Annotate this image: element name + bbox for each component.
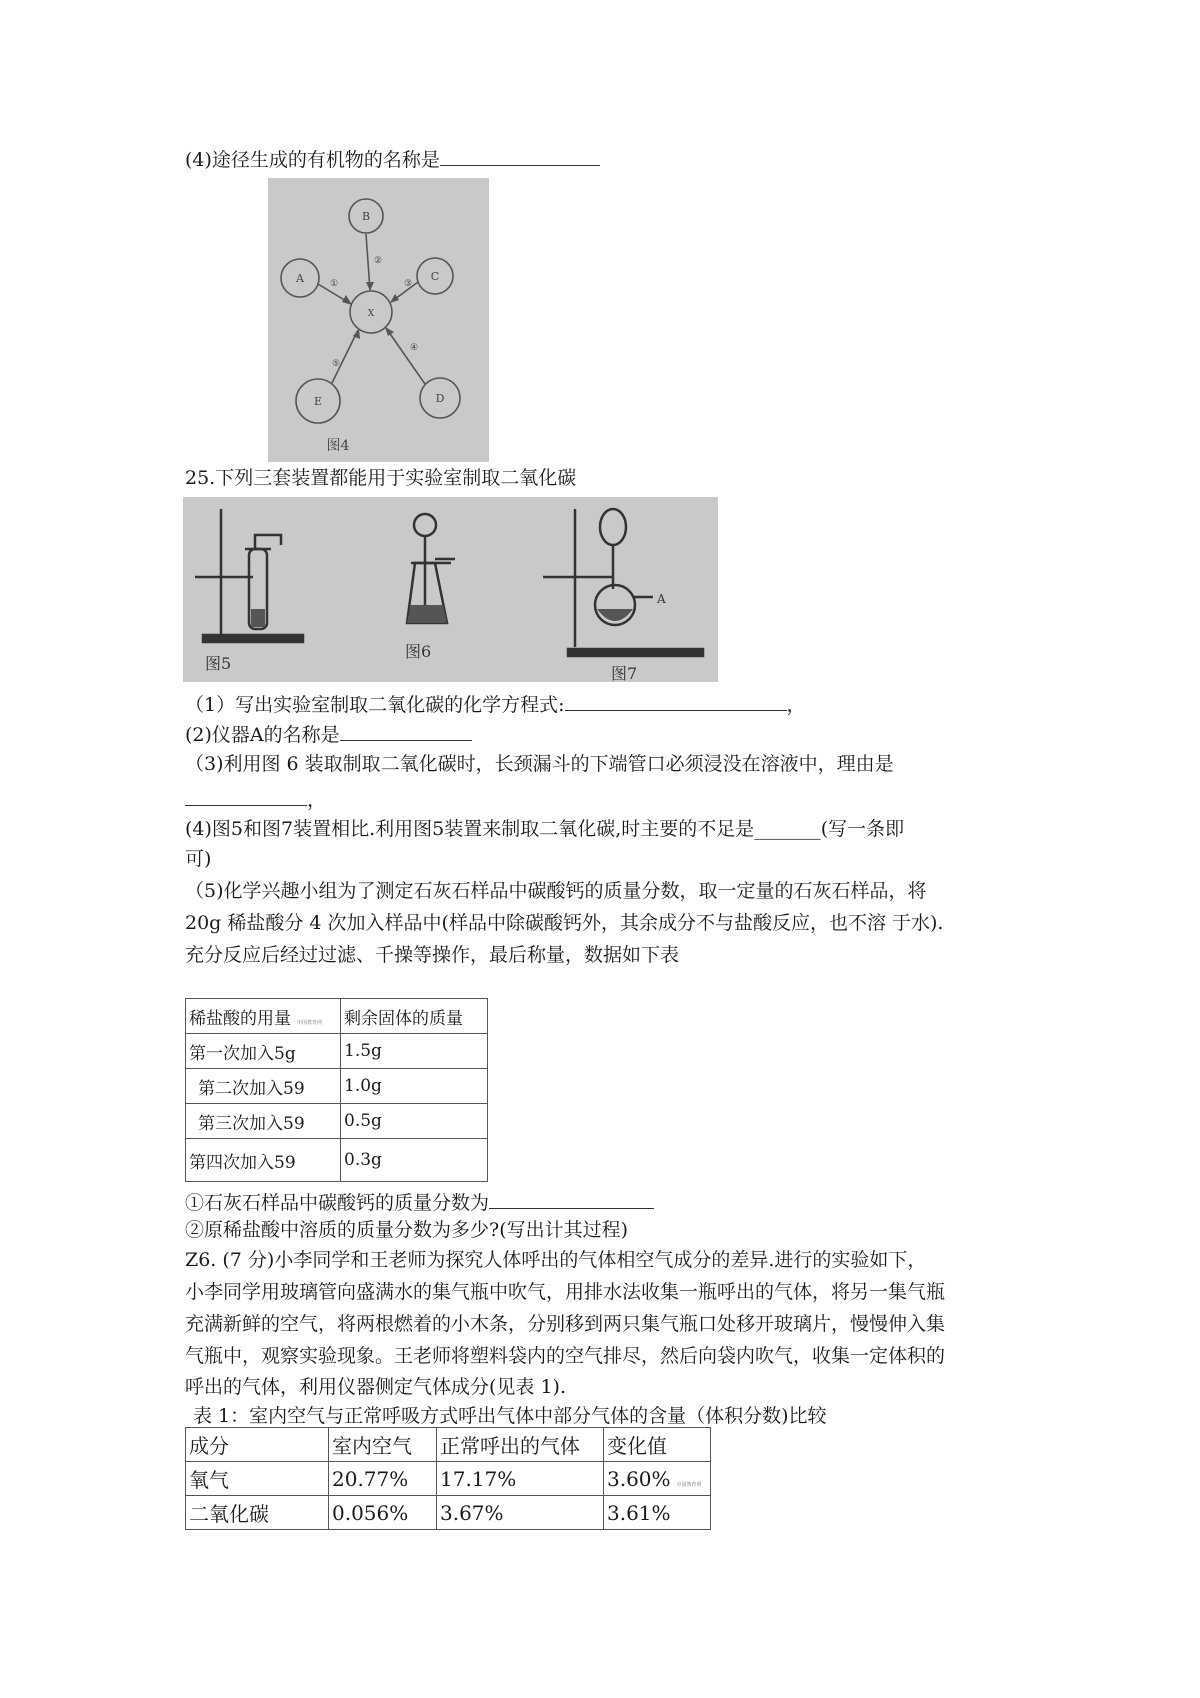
question-text: ①石灰石样品中碳酸钙的质量分数为 [185,1192,490,1214]
fig5-delivery-tube [255,535,281,549]
arrowhead-d [385,327,394,336]
node-label-e: E [313,395,323,408]
arrow-line-e-x [332,330,358,383]
table-header-cell: 正常呼出的气体 [437,1428,604,1462]
table-cell: 17.17% [437,1462,604,1496]
figure-7-caption: 图7 [611,664,638,682]
table-header-cell: 稀盐酸的用量 中国教育网 [186,999,341,1034]
question-text: (2)仪器A的名称是 [185,724,340,746]
question-text: (4)途径生成的有机物的名称是 [185,149,440,171]
table-1-caption: 表 1：室内空气与正常呼吸方式呼出气体中部分气体的含量（体积分数)比较 [193,1405,827,1427]
arrow-label-5: ⑤ [331,359,341,369]
answer-blank[interactable] [489,1188,654,1209]
question-25-3-blank-line [185,785,326,813]
question-25-3: （3)利用图 6 装取制取二氧化碳时，长颈漏斗的下端管口必须浸没在溶液中，理由是 [185,753,894,775]
question-25-4-cont: 可) [185,848,212,870]
table-row [186,1034,488,1069]
question-25-4: (4)图5和图7装置相比.利用图5装置来制取二氧化碳,时主要的不足是_______(写一条即 [185,818,905,840]
question-26-line5: 呼出的气体，利用仪器侧定气体成分(见表 1). [185,1376,566,1398]
table-cell: 1.5g [341,1034,488,1069]
question-25-1 [185,690,806,718]
arrow-label-1: ① [329,279,339,289]
table-cell: 第一次加入5g [186,1034,341,1069]
table-cell: 第二次加入59 [186,1069,341,1104]
fig7-stand-base [568,649,703,656]
arrow-line-b-x [366,234,370,290]
figure-4-caption: 图4 [326,438,350,454]
question-25-5-a [185,1188,654,1216]
table-cell: 二氧化碳 [186,1496,329,1530]
question-25-5-b: ②原稀盐酸中溶质的质量分数为多少?(写出计其过程) [185,1219,629,1241]
table-cell: 1.0g [341,1069,488,1104]
question-25-5-line3: 充分反应后经过过滤、千操等操作，最后称量，数据如下表 [185,944,680,966]
table-header-cell: 变化值 [604,1428,711,1462]
table-header-cell: 成分 [186,1428,329,1462]
answer-blank[interactable] [440,145,600,166]
table-header-cell: 室内空气 [329,1428,437,1462]
answer-blank[interactable] [185,785,307,806]
hydrochloric-acid-table [185,998,488,1182]
fig6-funnel-bulb [414,514,436,536]
question-text: （1）写出实验室制取二氧化碳的化学方程式: [185,694,565,716]
arrow-label-4: ④ [409,343,419,353]
table-cell: 3.67% [437,1496,604,1530]
question-25-2 [185,720,472,748]
table-cell: 3.60% 中国教育网 [604,1462,711,1496]
table-cell: 第三次加入59 [186,1104,341,1139]
table-cell: 氧气 [186,1462,329,1496]
table-cell: 第四次加入59 [186,1139,341,1182]
fig5-liquid [251,609,265,627]
question-25-stem: 25.下列三套装置都能用于实验室制取二氧化碳 [185,467,577,489]
arrowhead-b [366,282,374,291]
answer-blank[interactable] [565,690,787,711]
table-cell: 3.61% [604,1496,711,1530]
fig7-label-a: A [657,592,666,606]
table-row [186,1462,711,1496]
punctuation: ， [786,694,806,716]
figure-5-caption: 图5 [205,654,232,673]
table-row [186,1104,488,1139]
table-row [186,1139,488,1182]
figure-4-diagram [268,178,489,462]
table-header-cell: 剩余固体的质量 [341,999,488,1034]
table-row [186,1496,711,1530]
arrowhead-a [342,295,352,305]
node-label-d: D [435,392,445,405]
question-26-line3: 充满新鲜的空气，将两根燃着的小木条，分别移到两只集气瓶口处移开玻璃片，慢慢伸入集 [185,1313,946,1335]
table-cell: 0.3g [341,1139,488,1182]
question-25-5-line1: （5)化学兴趣小组为了测定石灰石样品中碳酸钙的质量分数，取一定量的石灰石样品，将 [185,880,927,902]
question-25-5-line2: 20g 稀盐酸分 4 次加入样品中(样品中除碳酸钙外，其余成分不与盐酸反应，也不溶 于水). [185,912,944,934]
figure-4 [268,178,489,462]
fig5-stand-base [203,635,303,642]
figure-5-6-7 [183,497,718,682]
fig7-separatory-funnel [600,509,626,545]
table-cell: 0.056% [329,1496,437,1530]
arrow-label-2: ② [373,256,383,266]
table-cell: 0.5g [341,1104,488,1139]
air-composition-table [185,1427,711,1530]
table-cell: 20.77% [329,1462,437,1496]
table-row [186,1069,488,1104]
table-header-row [186,999,488,1034]
question-26-line1: Z6. (7 分)小李同学和王老师为探究人体呼出的气体相空气成分的差异.进行的实验如下， [185,1249,927,1271]
fig6-liquid [407,605,447,623]
answer-blank[interactable] [340,720,472,741]
node-label-x: X [367,309,375,319]
arrowhead-c [390,294,399,303]
apparatus-diagram [183,497,718,682]
arrow-line-d-x [386,328,425,384]
arrow-label-3: ③ [403,279,413,289]
node-label-b: B [361,210,371,223]
table-header-row [186,1428,711,1462]
question-26-line4: 气瓶中，观察实验现象。王老师将塑料袋内的空气排尽，然后向袋内吹气，收集一定体积的 [185,1345,946,1367]
punctuation: ， [307,789,327,811]
node-label-c: C [430,270,440,283]
question-24-4 [185,145,600,173]
figure-6-caption: 图6 [405,642,432,661]
question-26-line2: 小李同学用玻璃管向盛满水的集气瓶中吹气，用排水法收集一瓶呼出的气体，将另一集气瓶 [185,1281,946,1303]
node-label-a: A [296,272,304,285]
